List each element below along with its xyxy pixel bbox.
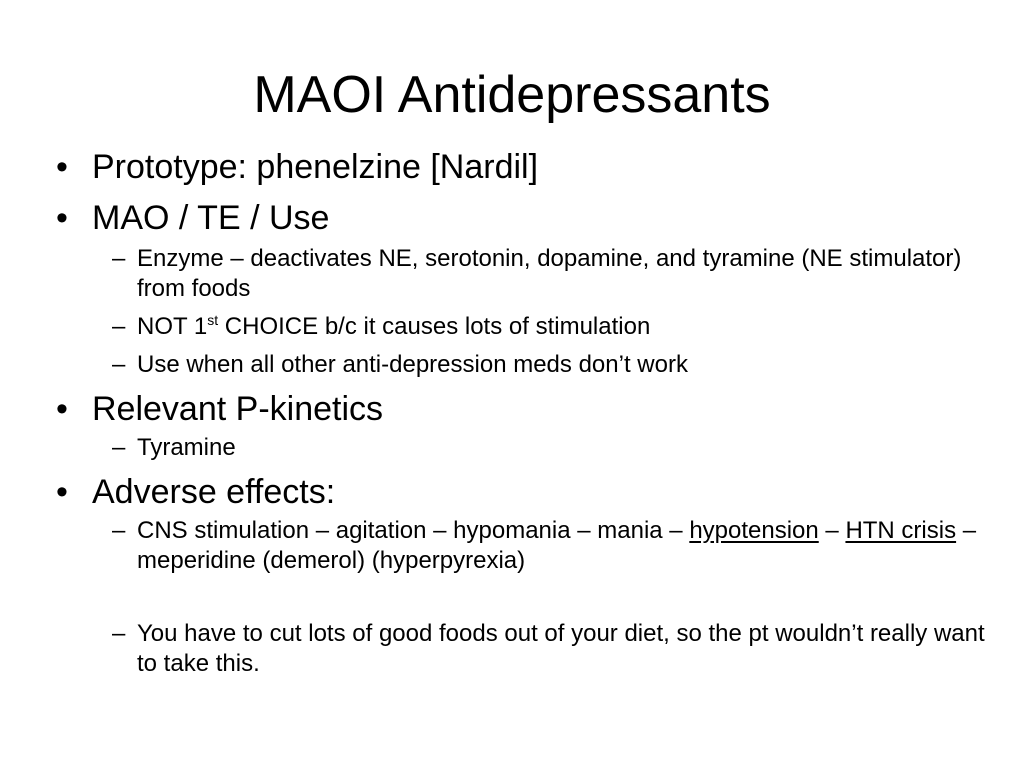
dash-glyph: – <box>112 351 126 378</box>
bullet-glyph: • <box>56 148 68 186</box>
bullet-kinetics <box>56 390 996 429</box>
bullet-prototype <box>56 148 996 187</box>
bullet-kinetics-text: Relevant P-kinetics <box>92 390 384 428</box>
sub-bullet-enzyme-text: Enzyme – deactivates NE, serotonin, dopamine, and tyramine (NE stimulator) from foods <box>137 245 962 302</box>
ordinal-superscript: st <box>207 312 219 328</box>
sub-bullet-tyramine <box>56 433 996 463</box>
bullet-glyph: • <box>56 390 68 428</box>
slide-body <box>56 148 996 687</box>
sub-bullet-not-first-choice <box>56 312 996 342</box>
dash-glyph: – <box>112 313 126 340</box>
dash-glyph: – <box>112 245 126 272</box>
bullet-glyph: • <box>56 473 68 511</box>
dash-glyph: – <box>112 517 126 544</box>
sub-bullet-use-when <box>56 350 996 380</box>
cns-prefix: CNS stimulation – agitation – hypomania – mania – <box>137 517 690 544</box>
sub-bullet-cns-stimulation <box>56 516 996 576</box>
bullet-glyph: • <box>56 199 68 237</box>
bullet-mao-te-use <box>56 199 996 238</box>
sub-bullet-tyramine-text: Tyramine <box>137 434 236 461</box>
not-first-prefix: NOT 1 <box>137 313 208 340</box>
hypotension-underlined: hypotension <box>689 517 819 544</box>
bullet-prototype-text: Prototype: phenelzine [Nardil] <box>92 148 539 186</box>
htn-crisis-underlined: HTN crisis <box>845 517 957 544</box>
slide-title: MAOI Antidepressants <box>253 66 771 124</box>
bullet-adverse-effects <box>56 473 996 512</box>
bullet-mao-te-use-text: MAO / TE / Use <box>92 199 330 237</box>
sub-bullet-enzyme <box>56 244 996 304</box>
sub-bullet-diet <box>56 619 996 679</box>
cns-mid: – <box>818 517 846 544</box>
bullet-adverse-effects-text: Adverse effects: <box>92 473 336 511</box>
dash-glyph: – <box>112 434 126 461</box>
not-first-suffix: CHOICE b/c it causes lots of stimulation <box>218 313 651 340</box>
cns-suffix: – meperidine (demerol) (hyperpyrexia) <box>137 517 977 574</box>
sub-bullet-use-when-text: Use when all other anti-depression meds don’t work <box>137 351 688 378</box>
dash-glyph: – <box>112 620 126 647</box>
sub-bullet-diet-text: You have to cut lots of good foods out of your diet, so the pt wouldn’t really want to take this. <box>137 620 985 677</box>
